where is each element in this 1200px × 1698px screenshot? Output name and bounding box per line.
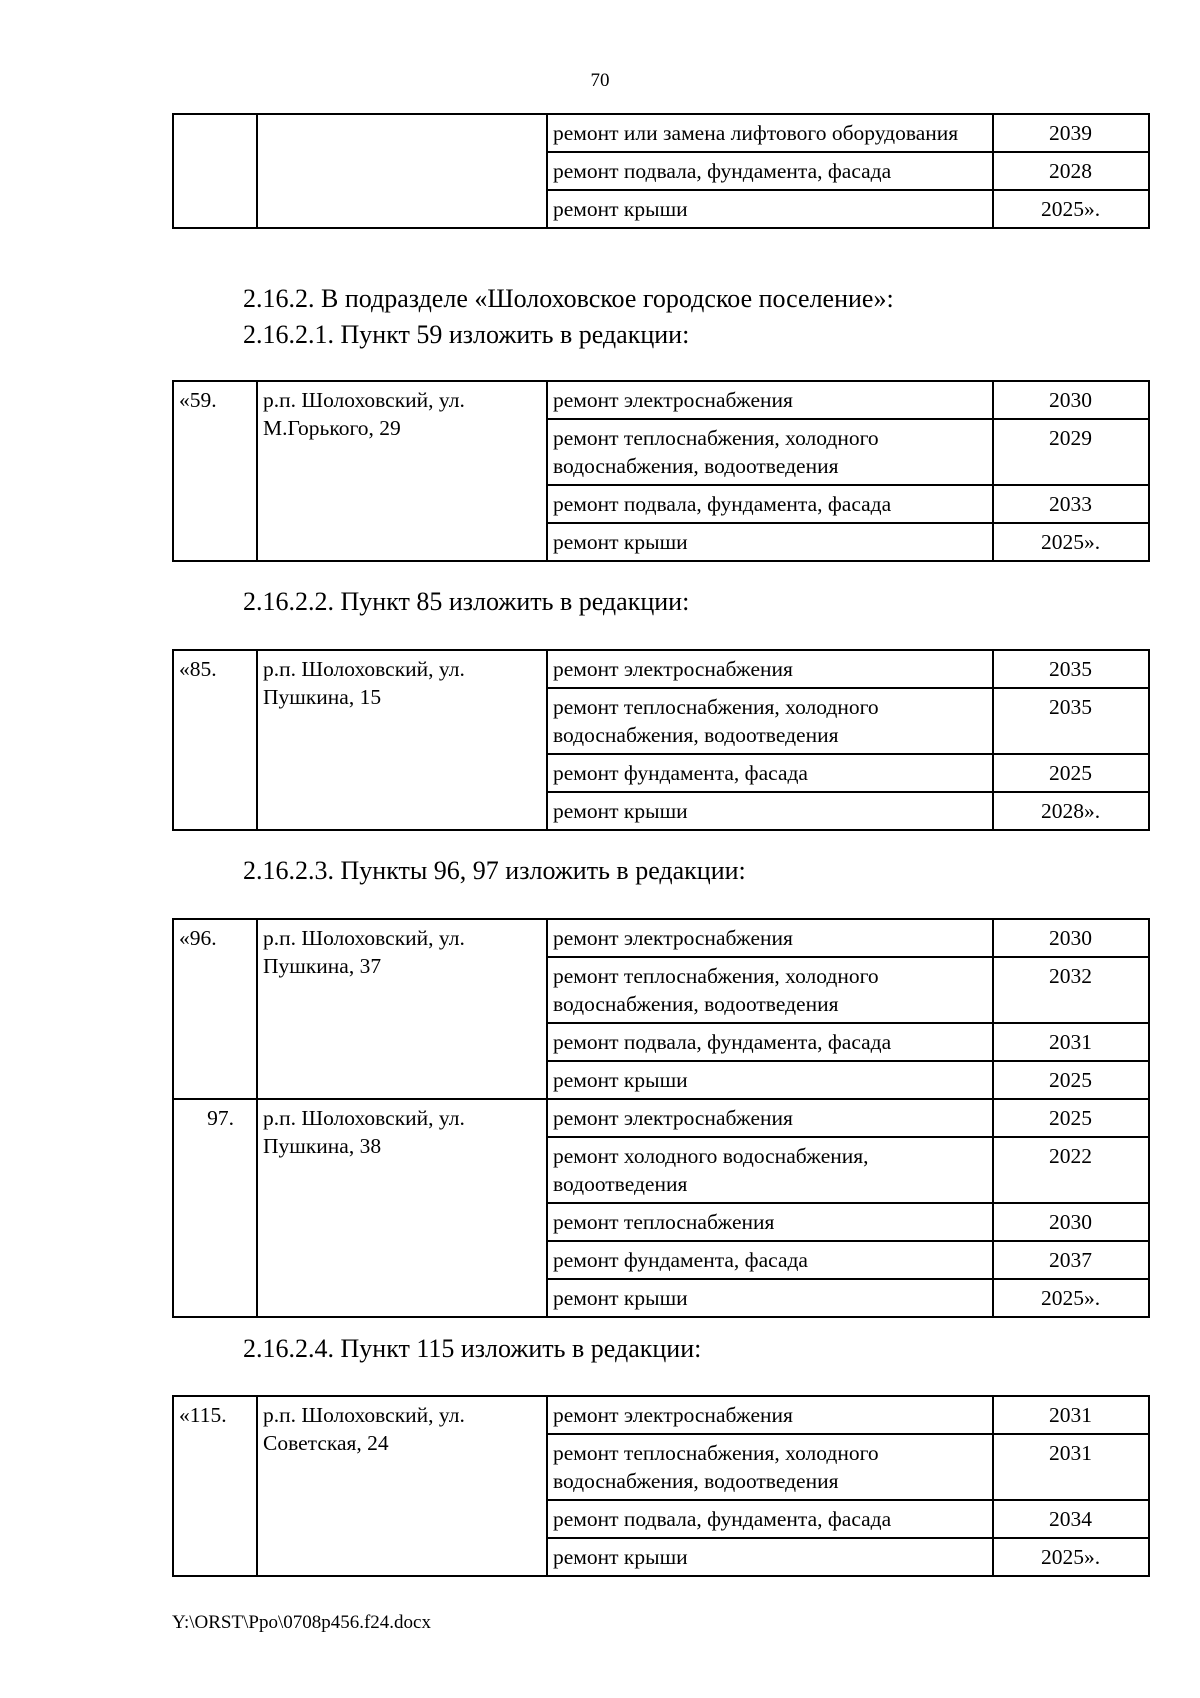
work-type-cell: ремонт или замена лифтового оборудования bbox=[547, 114, 993, 152]
work-type-cell: ремонт подвала, фундамента, фасада bbox=[547, 485, 993, 523]
address-cell: р.п. Шолоховский, ул. Советская, 24 bbox=[257, 1396, 547, 1576]
work-type-cell: ремонт теплоснабжения bbox=[547, 1203, 993, 1241]
work-type-cell: ремонт электроснабжения bbox=[547, 919, 993, 957]
paragraph-subsection: 2.16.2. В подразделе «Шолоховское городское поселение»: bbox=[243, 284, 894, 313]
work-type-cell: ремонт подвала, фундамента, фасада bbox=[547, 1023, 993, 1061]
work-type-cell: ремонт электроснабжения bbox=[547, 381, 993, 419]
year-cell: 2031 bbox=[993, 1023, 1149, 1061]
work-type-cell: ремонт крыши bbox=[547, 190, 993, 228]
year-cell: 2028 bbox=[993, 152, 1149, 190]
year-cell: 2030 bbox=[993, 1203, 1149, 1241]
year-cell: 2025 bbox=[993, 1061, 1149, 1099]
works-table bbox=[172, 918, 1150, 1318]
work-type-cell: ремонт фундамента, фасада bbox=[547, 1241, 993, 1279]
year-cell: 2031 bbox=[993, 1434, 1149, 1500]
year-cell: 2025». bbox=[993, 1538, 1149, 1576]
work-type-cell: ремонт крыши bbox=[547, 1279, 993, 1317]
file-path-footer: Y:\ORST\Ppo\0708p456.f24.docx bbox=[172, 1612, 431, 1633]
item-number: 97. bbox=[173, 1099, 257, 1317]
work-type-cell: ремонт подвала, фундамента, фасада bbox=[547, 1500, 993, 1538]
work-type-cell: ремонт крыши bbox=[547, 1538, 993, 1576]
item-number bbox=[173, 114, 257, 228]
year-cell: 2037 bbox=[993, 1241, 1149, 1279]
item-number: «115. bbox=[173, 1396, 257, 1576]
item-number: «96. bbox=[173, 919, 257, 1099]
works-table bbox=[172, 649, 1150, 831]
work-type-cell: ремонт крыши bbox=[547, 792, 993, 830]
paragraph-item-115: 2.16.2.4. Пункт 115 изложить в редакции: bbox=[243, 1334, 702, 1363]
page-number: 70 bbox=[590, 70, 610, 91]
year-cell: 2030 bbox=[993, 919, 1149, 957]
year-cell: 2028». bbox=[993, 792, 1149, 830]
table-row bbox=[173, 1396, 1149, 1434]
address-cell bbox=[257, 114, 547, 228]
works-table bbox=[172, 1395, 1150, 1577]
work-type-cell: ремонт крыши bbox=[547, 1061, 993, 1099]
paragraph-item-85: 2.16.2.2. Пункт 85 изложить в редакции: bbox=[243, 587, 690, 616]
year-cell: 2025». bbox=[993, 190, 1149, 228]
work-type-cell: ремонт электроснабжения bbox=[547, 1099, 993, 1137]
work-type-cell: ремонт теплоснабжения, холодного водоснабжения, водоотведения bbox=[547, 957, 993, 1023]
year-cell: 2025». bbox=[993, 523, 1149, 561]
year-cell: 2030 bbox=[993, 381, 1149, 419]
work-type-cell: ремонт фундамента, фасада bbox=[547, 754, 993, 792]
year-cell: 2032 bbox=[993, 957, 1149, 1023]
works-table bbox=[172, 380, 1150, 562]
paragraph-item-59: 2.16.2.1. Пункт 59 изложить в редакции: bbox=[243, 320, 690, 349]
table-row bbox=[173, 1099, 1149, 1137]
year-cell: 2025 bbox=[993, 1099, 1149, 1137]
work-type-cell: ремонт подвала, фундамента, фасада bbox=[547, 152, 993, 190]
year-cell: 2025». bbox=[993, 1279, 1149, 1317]
year-cell: 2034 bbox=[993, 1500, 1149, 1538]
year-cell: 2022 bbox=[993, 1137, 1149, 1203]
item-number: «59. bbox=[173, 381, 257, 561]
paragraph-items-96-97: 2.16.2.3. Пункты 96, 97 изложить в редакции: bbox=[243, 856, 746, 885]
work-type-cell: ремонт теплоснабжения, холодного водоснабжения, водоотведения bbox=[547, 688, 993, 754]
work-type-cell: ремонт электроснабжения bbox=[547, 1396, 993, 1434]
year-cell: 2033 bbox=[993, 485, 1149, 523]
year-cell: 2029 bbox=[993, 419, 1149, 485]
address-cell: р.п. Шолоховский, ул. Пушкина, 37 bbox=[257, 919, 547, 1099]
year-cell: 2025 bbox=[993, 754, 1149, 792]
address-cell: р.п. Шолоховский, ул. Пушкина, 15 bbox=[257, 650, 547, 830]
year-cell: 2039 bbox=[993, 114, 1149, 152]
work-type-cell: ремонт электроснабжения bbox=[547, 650, 993, 688]
year-cell: 2031 bbox=[993, 1396, 1149, 1434]
year-cell: 2035 bbox=[993, 688, 1149, 754]
work-type-cell: ремонт холодного водоснабжения, водоотведения bbox=[547, 1137, 993, 1203]
table-row bbox=[173, 114, 1149, 152]
item-number: «85. bbox=[173, 650, 257, 830]
works-table bbox=[172, 113, 1150, 229]
table-row bbox=[173, 650, 1149, 688]
table-row bbox=[173, 919, 1149, 957]
work-type-cell: ремонт теплоснабжения, холодного водоснабжения, водоотведения bbox=[547, 1434, 993, 1500]
address-cell: р.п. Шолоховский, ул. М.Горького, 29 bbox=[257, 381, 547, 561]
year-cell: 2035 bbox=[993, 650, 1149, 688]
table-row bbox=[173, 381, 1149, 419]
address-cell: р.п. Шолоховский, ул. Пушкина, 38 bbox=[257, 1099, 547, 1317]
work-type-cell: ремонт крыши bbox=[547, 523, 993, 561]
work-type-cell: ремонт теплоснабжения, холодного водоснабжения, водоотведения bbox=[547, 419, 993, 485]
